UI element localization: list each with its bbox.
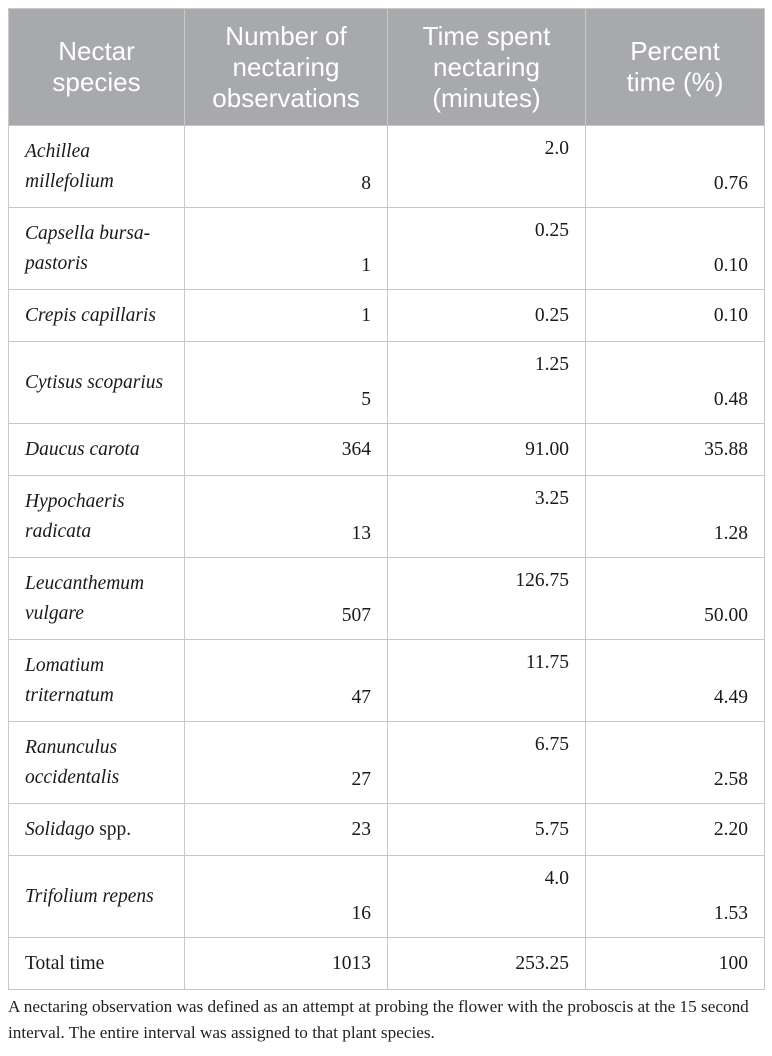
minutes-cell: 91.00	[388, 424, 586, 476]
minutes-cell: 6.75	[388, 722, 586, 804]
table-header-row	[9, 9, 765, 126]
table-row	[9, 126, 765, 208]
total-percent: 100	[586, 938, 765, 990]
percent-cell: 1.53	[586, 856, 765, 938]
species-name: Trifolium repens	[25, 885, 154, 907]
percent-cell: 2.58	[586, 722, 765, 804]
percent-cell: 35.88	[586, 424, 765, 476]
species-cell	[9, 424, 185, 476]
total-minutes: 253.25	[388, 938, 586, 990]
nectar-species-table	[8, 8, 765, 990]
species-cell	[9, 290, 185, 342]
table-row	[9, 856, 765, 938]
total-row	[9, 938, 765, 990]
observations-cell: 1	[185, 208, 388, 290]
species-name: Crepis capillaris	[25, 304, 156, 326]
observations-cell: 27	[185, 722, 388, 804]
percent-cell: 0.76	[586, 126, 765, 208]
minutes-cell: 126.75	[388, 558, 586, 640]
species-name: Achillea millefolium	[25, 140, 114, 192]
species-name: Lomatium triternatum	[25, 654, 114, 706]
species-cell	[9, 476, 185, 558]
table-row	[9, 640, 765, 722]
percent-cell: 2.20	[586, 804, 765, 856]
percent-cell: 50.00	[586, 558, 765, 640]
header-percent-time: Percent time (%)	[586, 9, 765, 126]
header-nectar-species: Nectar species	[9, 9, 185, 126]
species-cell	[9, 342, 185, 424]
species-name: Daucus carota	[25, 438, 140, 460]
table-row	[9, 722, 765, 804]
table-row	[9, 208, 765, 290]
table-row	[9, 290, 765, 342]
minutes-cell: 11.75	[388, 640, 586, 722]
species-name: Ranunculus occidentalis	[25, 736, 120, 788]
observations-cell: 47	[185, 640, 388, 722]
observations-cell: 13	[185, 476, 388, 558]
species-name: Cytisus scoparius	[25, 371, 164, 393]
percent-cell: 1.28	[586, 476, 765, 558]
species-cell	[9, 856, 185, 938]
header-nectaring-observations: Number of nectaring observations	[185, 9, 388, 126]
observations-cell: 507	[185, 558, 388, 640]
species-suffix: spp.	[94, 818, 132, 840]
species-name: Solidago	[25, 818, 95, 840]
table-body	[9, 126, 765, 990]
species-cell	[9, 640, 185, 722]
species-cell	[9, 208, 185, 290]
observations-cell: 16	[185, 856, 388, 938]
species-cell	[9, 722, 185, 804]
table-row	[9, 424, 765, 476]
minutes-cell: 5.75	[388, 804, 586, 856]
species-cell	[9, 126, 185, 208]
total-observations: 1013	[185, 938, 388, 990]
observations-cell: 8	[185, 126, 388, 208]
percent-cell: 4.49	[586, 640, 765, 722]
species-cell	[9, 558, 185, 640]
species-name: Leucanthemum vulgare	[25, 572, 145, 624]
minutes-cell: 1.25	[388, 342, 586, 424]
observations-cell: 23	[185, 804, 388, 856]
observations-cell: 1	[185, 290, 388, 342]
table-footnote: A nectaring observation was defined as an attempt at probing the flower with the proboscis at the 15 second interval. The entire interval was assigned to that plant species.	[8, 997, 749, 1042]
table-row	[9, 558, 765, 640]
minutes-cell: 0.25	[388, 290, 586, 342]
header-time-spent-nectaring: Time spent nectaring (minutes)	[388, 9, 586, 126]
percent-cell: 0.48	[586, 342, 765, 424]
observations-cell: 364	[185, 424, 388, 476]
minutes-cell: 2.0	[388, 126, 586, 208]
percent-cell: 0.10	[586, 208, 765, 290]
percent-cell: 0.10	[586, 290, 765, 342]
minutes-cell: 3.25	[388, 476, 586, 558]
species-name: Hypochaeris radicata	[25, 490, 125, 542]
species-cell	[9, 804, 185, 856]
species-name: Capsella bursa-pastoris	[25, 222, 151, 274]
table-row	[9, 342, 765, 424]
table-row	[9, 476, 765, 558]
total-label: Total time	[9, 938, 185, 990]
minutes-cell: 0.25	[388, 208, 586, 290]
table-row	[9, 804, 765, 856]
observations-cell: 5	[185, 342, 388, 424]
minutes-cell: 4.0	[388, 856, 586, 938]
